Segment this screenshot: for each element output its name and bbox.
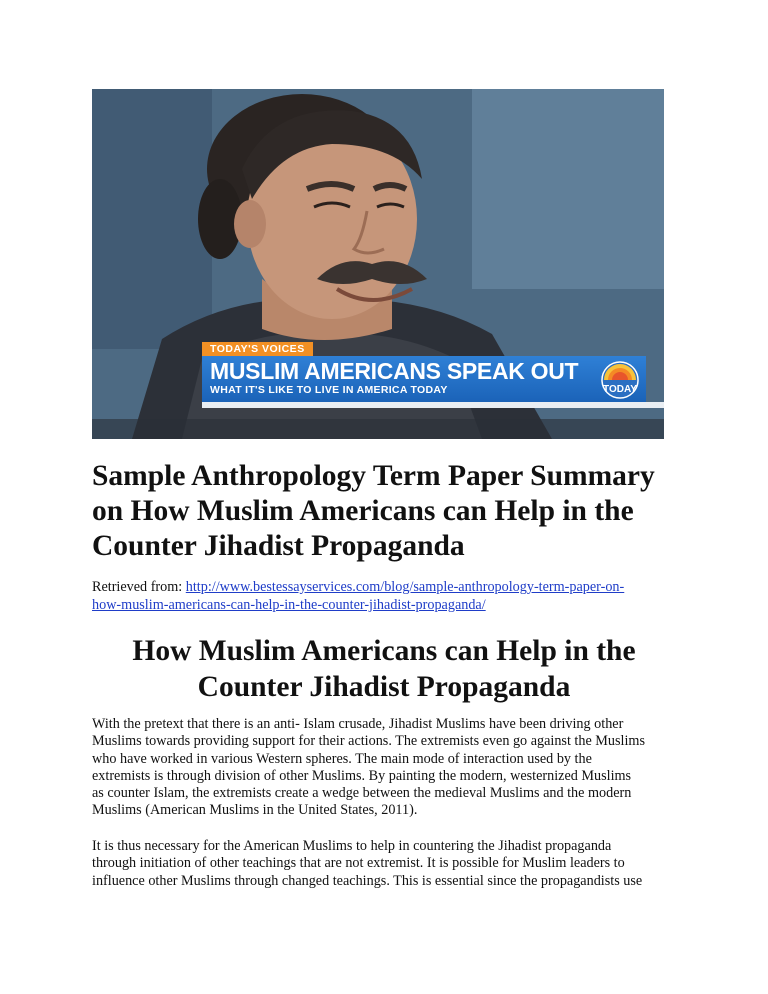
today-logo-icon bbox=[594, 350, 646, 402]
banner-subline: WHAT IT'S LIKE TO LIVE IN AMERICA TODAY bbox=[210, 384, 448, 396]
retrieved-label: Retrieved from: bbox=[92, 579, 186, 595]
text-line: influence other Muslims through changed teachings. This is essential since the propagandists use bbox=[92, 872, 643, 889]
paragraph-1 bbox=[92, 716, 692, 820]
text-line: as counter Islam, the extremists create a wedge between the medieval Muslims and the modern bbox=[92, 785, 632, 802]
source-link-continued[interactable]: how-muslim-americans-can-help-in-the-counter-jihadist-propaganda/ bbox=[92, 597, 486, 613]
paragraph-2 bbox=[92, 838, 692, 890]
title-line: Counter Jihadist Propaganda bbox=[92, 530, 465, 562]
today-logo-text: TODAY bbox=[603, 384, 637, 395]
heading-line: Counter Jihadist Propaganda bbox=[197, 671, 571, 703]
banner-bottom-strip bbox=[202, 402, 664, 408]
text-line: through initiation of other teachings that are not extremist. It is possible for Muslim leaders to bbox=[92, 855, 625, 872]
title-line: on How Muslim Americans can Help in the bbox=[92, 495, 634, 527]
document-title bbox=[92, 459, 692, 564]
text-line: Muslims (American Muslims in the United States, 2011). bbox=[92, 802, 418, 819]
news-lower-third bbox=[202, 342, 646, 408]
text-line: who have worked in various Western spheres. The main mode of interaction used by the bbox=[92, 750, 592, 767]
banner-headline: MUSLIM AMERICANS SPEAK OUT bbox=[210, 358, 579, 384]
text-line: Muslims towards providing support for their actions. The extremists even go against the Muslims bbox=[92, 733, 645, 750]
text-line: With the pretext that there is an anti- Islam crusade, Jihadist Muslims have been driving other bbox=[92, 716, 624, 732]
source-link[interactable]: http://www.bestessayservices.com/blog/sample-anthropology-term-paper-on- bbox=[185, 579, 625, 595]
headline-bar bbox=[202, 356, 646, 402]
news-photo bbox=[92, 89, 664, 439]
retrieved-from-line bbox=[92, 578, 692, 614]
section-heading bbox=[92, 633, 676, 705]
text-line: extremists is through division of other Muslims. By painting the modern, westernized Muslims bbox=[92, 767, 632, 784]
title-line: Sample Anthropology Term Paper Summary bbox=[92, 460, 655, 492]
heading-line: How Muslim Americans can Help in the bbox=[132, 635, 636, 667]
segment-label: TODAY'S VOICES bbox=[202, 342, 313, 356]
text-line: It is thus necessary for the American Muslims to help in countering the Jihadist propaganda bbox=[92, 838, 612, 854]
